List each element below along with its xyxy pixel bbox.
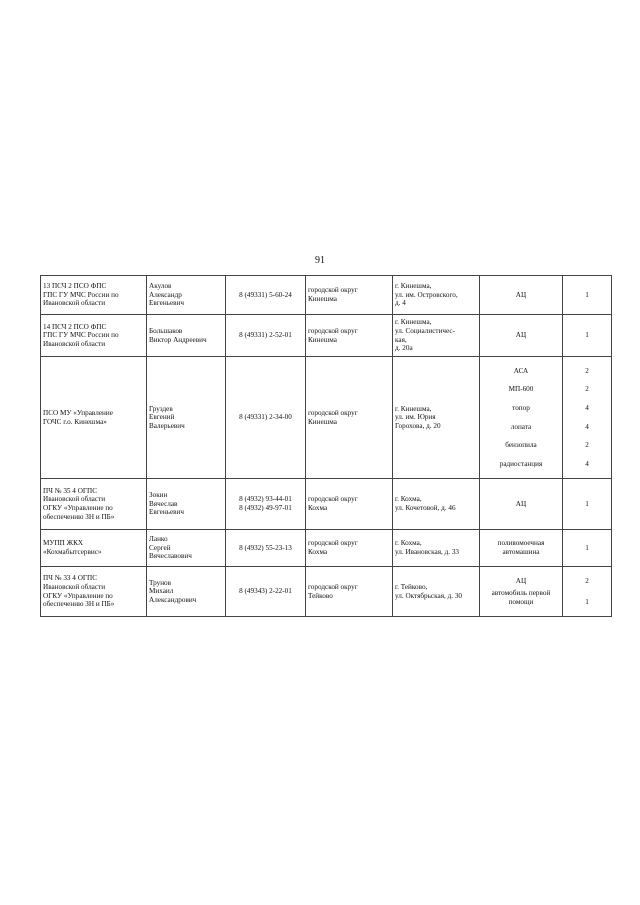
organization-line: МУПП ЖКХ bbox=[43, 539, 84, 548]
contact-person-line: Зокин bbox=[149, 491, 168, 500]
table-row bbox=[41, 276, 612, 315]
contact-person-cell bbox=[147, 276, 226, 315]
organization-cell bbox=[41, 276, 147, 315]
equipment-cell bbox=[480, 276, 563, 315]
organization-cell bbox=[41, 530, 147, 567]
address-line: г. Тейково, bbox=[395, 582, 428, 591]
organization-line: ПЧ № 35 4 ОГПС bbox=[43, 486, 98, 495]
organization-line: Ивановской области bbox=[43, 495, 106, 504]
address-cell bbox=[393, 357, 480, 479]
phone-line: 8 (49331) 5-60-24 bbox=[239, 290, 292, 299]
address-line: ул. Октябрьская, д. 30 bbox=[395, 591, 463, 600]
contact-person-line: Сергей bbox=[149, 543, 171, 552]
address-line: г. Кохма, bbox=[395, 495, 422, 504]
organization-line: Ивановской области bbox=[43, 339, 106, 348]
quantity-cell bbox=[563, 530, 612, 567]
equipment-item: АЦ bbox=[515, 290, 527, 299]
district-cell bbox=[306, 357, 393, 479]
phone-cell bbox=[226, 530, 306, 567]
equipment-item: лопата bbox=[510, 422, 532, 431]
phone-cell bbox=[226, 276, 306, 315]
district-line: Кинешма bbox=[308, 417, 337, 426]
contact-person-line: Вячеславович bbox=[149, 552, 192, 561]
phone-line: 8 (49343) 2-22-01 bbox=[239, 587, 292, 596]
district-cell bbox=[306, 315, 393, 357]
district-line: Кинешма bbox=[308, 335, 337, 344]
address-cell bbox=[393, 479, 480, 530]
organization-cell bbox=[41, 315, 147, 357]
address-cell bbox=[393, 315, 480, 357]
quantity-cell bbox=[563, 276, 612, 315]
quantity-cell bbox=[563, 357, 612, 479]
equipment-cell bbox=[480, 357, 563, 479]
equipment-item: АСА bbox=[513, 366, 529, 375]
equipment-quantity: 2 bbox=[585, 576, 589, 585]
organization-line: обеспечению ЗН и ПБ» bbox=[43, 512, 115, 521]
address-line: г. Кинешма, bbox=[395, 318, 432, 327]
address-line: кая, bbox=[395, 335, 407, 344]
organization-line: обеспечению ЗН и ПБ» bbox=[43, 600, 115, 609]
phone-cell bbox=[226, 567, 306, 617]
contact-person-line: Ланко bbox=[149, 535, 168, 544]
organization-line: Ивановской области bbox=[43, 299, 106, 308]
table-row bbox=[41, 530, 612, 567]
equipment-item: автомобиль первой помощи bbox=[491, 589, 551, 606]
equipment-quantity: 1 bbox=[585, 499, 589, 508]
contact-person-line: Большаков bbox=[149, 326, 183, 335]
equipment-quantity: 1 bbox=[585, 331, 589, 340]
contact-person-line: Виктор Андреевич bbox=[149, 335, 207, 344]
address-cell bbox=[393, 530, 480, 567]
district-line: городской округ bbox=[308, 495, 358, 504]
contact-person-cell bbox=[147, 357, 226, 479]
district-line: городской округ bbox=[308, 326, 358, 335]
phone-line: 8 (4932) 93-44-01 bbox=[239, 495, 292, 504]
contact-person-cell bbox=[147, 567, 226, 617]
district-cell bbox=[306, 276, 393, 315]
table-row bbox=[41, 357, 612, 479]
equipment-quantity: 4 bbox=[585, 403, 589, 412]
district-line: городской округ bbox=[308, 539, 358, 548]
contact-person-line: Евгеньевич bbox=[149, 508, 184, 517]
organization-cell bbox=[41, 479, 147, 530]
equipment-quantity: 2 bbox=[585, 441, 589, 450]
contact-person-line: Груздев bbox=[149, 404, 173, 413]
district-line: городской округ bbox=[308, 582, 358, 591]
address-line: д. 4 bbox=[395, 299, 406, 308]
table-row bbox=[41, 479, 612, 530]
address-line: д. 20а bbox=[395, 344, 413, 353]
address-line: ул. им. Юрия bbox=[395, 413, 436, 422]
address-cell bbox=[393, 567, 480, 617]
address-line: ул. Социалистичес- bbox=[395, 326, 455, 335]
contact-person-line: Александрович bbox=[149, 595, 197, 604]
phone-cell bbox=[226, 315, 306, 357]
phone-line: 8 (49331) 2-34-00 bbox=[239, 413, 292, 422]
equipment-cell bbox=[480, 567, 563, 617]
contact-person-cell bbox=[147, 530, 226, 567]
equipment-item: бензопила bbox=[505, 441, 537, 450]
phone-cell bbox=[226, 357, 306, 479]
phone-line: 8 (4932) 55-23-13 bbox=[239, 543, 292, 552]
contact-person-line: Валерьевич bbox=[149, 421, 185, 430]
organization-line: ГПС ГУ МЧС России по bbox=[43, 290, 119, 299]
contact-person-line: Евгеньевич bbox=[149, 299, 184, 308]
equipment-item: поливомоечная автомашина bbox=[497, 539, 545, 556]
rescue-units-table bbox=[40, 275, 612, 617]
equipment-item: МП-600 bbox=[508, 385, 534, 394]
equipment-quantity: 1 bbox=[585, 543, 589, 552]
district-line: Кохма bbox=[308, 504, 328, 512]
equipment-item: радиостанция bbox=[499, 459, 543, 468]
organization-line: 14 ПСЧ 2 ПСО ФПС bbox=[43, 322, 107, 331]
equipment-quantity: 4 bbox=[585, 422, 589, 431]
page-number: 91 bbox=[315, 255, 325, 266]
address-line: г. Кохма, bbox=[395, 539, 422, 548]
equipment-item: АЦ bbox=[515, 576, 527, 585]
district-line: городской округ bbox=[308, 286, 358, 295]
address-line: ул. Ивановская, д. 33 bbox=[395, 548, 460, 556]
equipment-item: АЦ bbox=[515, 499, 527, 508]
district-cell bbox=[306, 567, 393, 617]
address-line: ул. им. Островского, bbox=[395, 290, 458, 299]
district-line: Тейково bbox=[308, 591, 333, 600]
organization-line: 13 ПСЧ 2 ПСО ФПС bbox=[43, 282, 107, 291]
organization-line: ПЧ № 33 4 ОГПС bbox=[43, 574, 98, 583]
table-row bbox=[41, 567, 612, 617]
district-line: Кинешма bbox=[308, 295, 337, 303]
address-line: Горохова, д. 20 bbox=[395, 421, 441, 430]
contact-person-line: Трунов bbox=[149, 578, 172, 587]
phone-cell bbox=[226, 479, 306, 530]
contact-person-line: Александр bbox=[149, 290, 182, 299]
equipment-item: топор bbox=[512, 403, 530, 412]
district-line: городской округ bbox=[308, 408, 358, 417]
contact-person-line: Евгений bbox=[149, 413, 175, 422]
equipment-quantity: 1 bbox=[585, 597, 589, 606]
contact-person-cell bbox=[147, 315, 226, 357]
organization-line: ГПС ГУ МЧС России по bbox=[43, 331, 119, 340]
district-cell bbox=[306, 530, 393, 567]
contact-person-line: Вячеслав bbox=[149, 499, 178, 508]
organization-cell bbox=[41, 357, 147, 479]
equipment-quantity: 1 bbox=[585, 290, 589, 299]
contact-person-cell bbox=[147, 479, 226, 530]
equipment-cell bbox=[480, 530, 563, 567]
contact-person-line: Акулов bbox=[149, 282, 172, 291]
quantity-cell bbox=[563, 567, 612, 617]
equipment-quantity: 2 bbox=[585, 385, 589, 394]
organization-line: Ивановской области bbox=[43, 582, 106, 591]
organization-line: «Кохмабытсервис» bbox=[43, 548, 102, 556]
address-line: г. Кинешма, bbox=[395, 282, 432, 291]
phone-line: 8 (4932) 49-97-01 bbox=[239, 504, 292, 512]
address-cell bbox=[393, 276, 480, 315]
phone-line: 8 (49331) 2-52-01 bbox=[239, 331, 292, 340]
equipment-quantity: 2 bbox=[585, 366, 589, 375]
organization-line: ПСО МУ «Управление bbox=[43, 408, 113, 417]
address-line: г. Кинешма, bbox=[395, 404, 432, 413]
organization-line: ГОЧС г.о. Кинешма» bbox=[43, 417, 107, 426]
table-row bbox=[41, 315, 612, 357]
equipment-quantity: 4 bbox=[585, 459, 589, 468]
organization-line: ОГКУ «Управление по bbox=[43, 591, 113, 600]
equipment-cell bbox=[480, 315, 563, 357]
organization-line: ОГКУ «Управление по bbox=[43, 504, 113, 512]
contact-person-line: Михаил bbox=[149, 587, 174, 596]
quantity-cell bbox=[563, 479, 612, 530]
district-line: Кохма bbox=[308, 548, 328, 556]
district-cell bbox=[306, 479, 393, 530]
quantity-cell bbox=[563, 315, 612, 357]
equipment-cell bbox=[480, 479, 563, 530]
equipment-item: АЦ bbox=[515, 331, 527, 340]
organization-cell bbox=[41, 567, 147, 617]
address-line: ул. Кочетовой, д. 46 bbox=[395, 504, 456, 512]
